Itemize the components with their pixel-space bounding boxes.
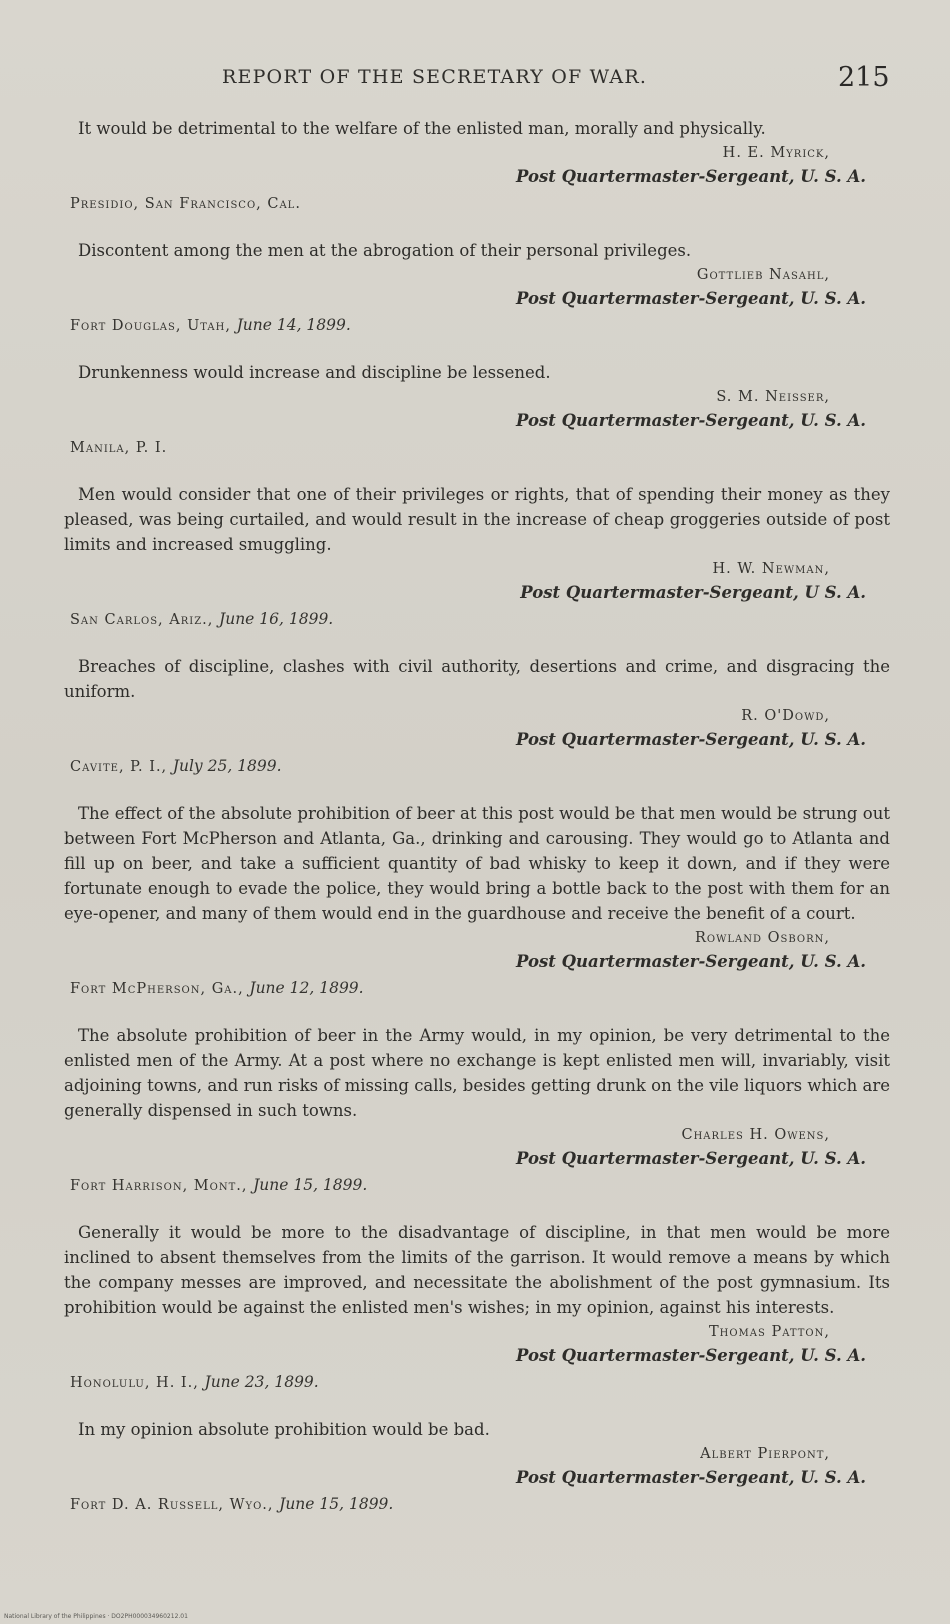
entry-text: Drunkenness would increase and discipline be lessened. [78, 363, 551, 382]
entry-place [64, 1492, 890, 1517]
place-name: Fort Douglas, Utah, [70, 318, 231, 334]
signature-title: Post Quartermaster-Sergeant, U. S. A. [516, 952, 866, 971]
page-body [64, 116, 890, 1539]
signature-name: Albert Pierpont, [700, 1446, 830, 1462]
entry-osborn [64, 801, 890, 1001]
place-name: San Carlos, Ariz., [70, 612, 214, 628]
entry-neisser [64, 360, 890, 460]
place-name: Manila, P. I. [70, 440, 168, 456]
place-name: Honolulu, H. I., [70, 1375, 199, 1391]
entry-text: In my opinion absolute prohibition would be bad. [78, 1420, 490, 1439]
signature-title: Post Quartermaster-Sergeant, U. S. A. [516, 1468, 866, 1487]
signature-name: Charles H. Owens, [681, 1127, 830, 1143]
signature-name: H. E. Myrick, [722, 145, 830, 161]
place-name: Fort Harrison, Mont., [70, 1178, 248, 1194]
signature-name: Rowland Osborn, [695, 930, 830, 946]
entry-text: Men would consider that one of their privileges or rights, that of spending their money as they pleased, was being curtailed, and would result in the increase of cheap groggeries outside of post limits and increased smuggling. [64, 485, 890, 554]
place-name: Presidio, San Francisco, Cal. [70, 196, 301, 212]
running-title: REPORT OF THE SECRETARY OF WAR. [222, 66, 648, 88]
entry-place [64, 976, 890, 1001]
entry-place [64, 754, 890, 779]
place-date: June 16, 1899. [219, 610, 334, 628]
entry-text: It would be detrimental to the welfare of the enlisted man, morally and physically. [78, 119, 766, 138]
entry-myrick [64, 116, 890, 216]
signature-name: Gottlieb Nasahl, [696, 267, 830, 283]
place-date: June 23, 1899. [204, 1373, 319, 1391]
entry-place [64, 607, 890, 632]
signature-name: S. M. Neisser, [716, 389, 830, 405]
place-name: Fort D. A. Russell, Wyo., [70, 1497, 274, 1513]
place-date: June 14, 1899. [236, 316, 351, 334]
entry-odowd [64, 654, 890, 779]
page-number: 215 [838, 62, 890, 93]
place-date: June 15, 1899. [253, 1176, 368, 1194]
place-date: June 12, 1899. [249, 979, 364, 997]
place-name: Fort McPherson, Ga., [70, 981, 244, 997]
entry-text: The effect of the absolute prohibition of beer at this post would be that men would be strung out between Fort McPherson and Atlanta, Ga., drinking and carousing. They would go to Atlanta and fill up on beer, and take a sufficient quantity of bad whisky to keep it down, and if they were fortunate enough to evade the police, they would bring a bottle back to the post with them for an eye-opener, and many of them would end in the guardhouse and receive the benefit of a court. [64, 804, 890, 923]
entry-place [64, 313, 890, 338]
signature-title: Post Quartermaster-Sergeant, U. S. A. [516, 411, 866, 430]
entry-place [64, 1370, 890, 1395]
page-header [0, 62, 950, 102]
scan-footer-note: National Library of the Philippines · DO2PH000034960212.01 [4, 1613, 188, 1620]
entry-newman [64, 482, 890, 632]
signature-name: R. O'Dowd, [741, 708, 830, 724]
entry-pierpont [64, 1417, 890, 1517]
signature-title: Post Quartermaster-Sergeant, U. S. A. [516, 730, 866, 749]
signature-name: H. W. Newman, [712, 561, 830, 577]
entry-nasahl [64, 238, 890, 338]
signature-name: Thomas Patton, [708, 1324, 830, 1340]
entry-owens [64, 1023, 890, 1198]
entry-text: Discontent among the men at the abrogation of their personal privileges. [78, 241, 692, 260]
entry-place [64, 1173, 890, 1198]
place-date: June 15, 1899. [279, 1495, 394, 1513]
entry-text: The absolute prohibition of beer in the Army would, in my opinion, be very detrimental to the enlisted men of the Army. At a post where no exchange is kept enlisted men will, invariably, visit adjoining towns, and run risks of missing calls, besides getting drunk on the vile liquors which are generally dispensed in such towns. [64, 1026, 890, 1120]
signature-title: Post Quartermaster-Sergeant, U. S. A. [516, 167, 866, 186]
entry-place [64, 191, 890, 216]
entry-text: Generally it would be more to the disadvantage of discipline, in that men would be more inclined to absent themselves from the limits of the garrison. It would remove a means by which the company messes are improved, and necessitate the abolishment of the post gymnasium. Its prohibition would be against the enlisted men's wishes; in my opinion, against his interests. [64, 1223, 890, 1317]
place-date: July 25, 1899. [172, 757, 282, 775]
entry-patton [64, 1220, 890, 1395]
signature-title: Post Quartermaster-Sergeant, U. S. A. [516, 1149, 866, 1168]
entry-place [64, 435, 890, 460]
signature-title: Post Quartermaster-Sergeant, U. S. A. [516, 289, 866, 308]
signature-title: Post Quartermaster-Sergeant, U. S. A. [516, 1346, 866, 1365]
signature-title: Post Quartermaster-Sergeant, U S. A. [520, 583, 866, 602]
place-name: Cavite, P. I., [70, 759, 168, 775]
entry-text: Breaches of discipline, clashes with civil authority, desertions and crime, and disgracing the uniform. [64, 657, 890, 701]
